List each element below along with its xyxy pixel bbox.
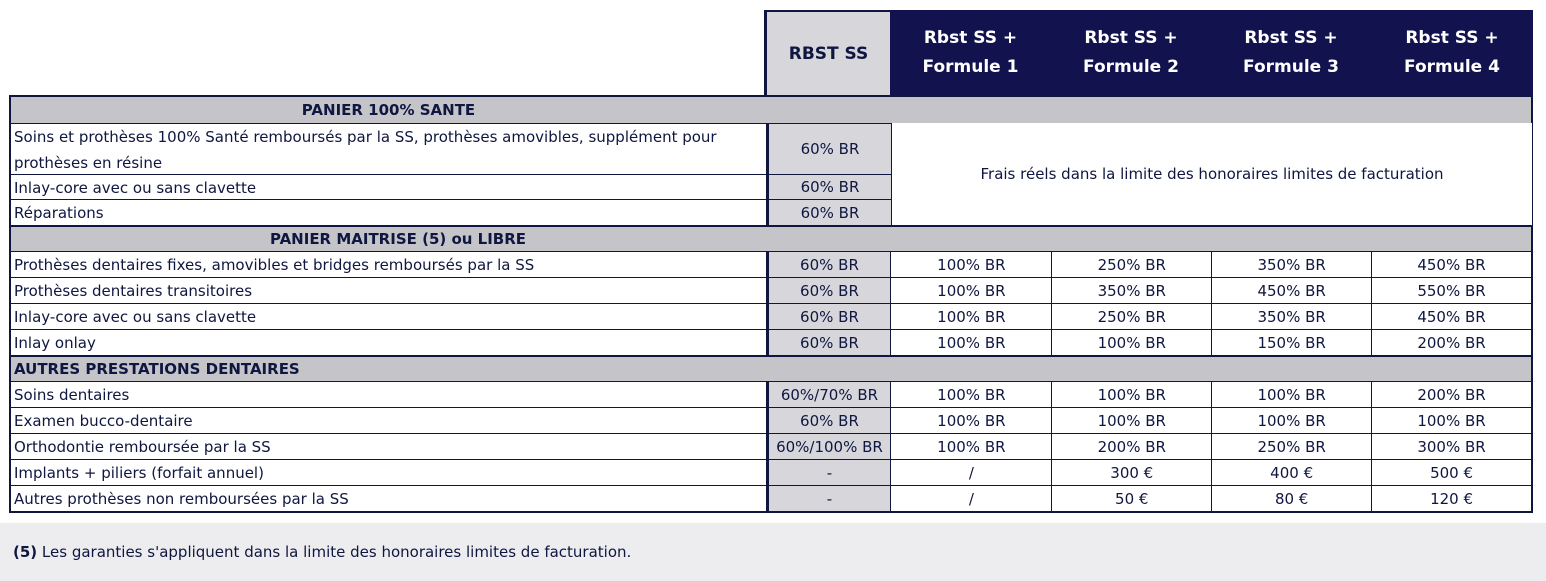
formule-4-cell: 200% BR (1417, 385, 1486, 404)
formule-3-cell: 100% BR (1212, 408, 1372, 433)
autres-rows (11, 381, 1531, 511)
table-row (11, 251, 1531, 277)
section-title: PANIER 100% SANTE (301, 101, 476, 119)
row-label: Soins dentaires (14, 386, 130, 404)
formule-4-cell: 450% BR (1417, 255, 1486, 274)
panier-100-block (11, 123, 1531, 225)
formule-2-cell: 250% BR (1052, 252, 1212, 277)
rbst-cell: 60% BR (766, 200, 892, 225)
rbst-cell: 60% BR (766, 124, 892, 174)
panier-maitrise-rows (11, 251, 1531, 355)
formule-1-cell: / (891, 460, 1052, 485)
footnote (13, 543, 631, 561)
formule-4-cell: 100% BR (1417, 411, 1486, 430)
header-formule-2: Rbst SS + Formule 2 (1051, 10, 1211, 95)
rbst-cell: - (766, 460, 892, 485)
formule-3-cell: 80 € (1212, 486, 1372, 511)
formule-1-cell: 100% BR (891, 252, 1052, 277)
row-label: Implants + piliers (forfait annuel) (14, 464, 264, 482)
row-label: Examen bucco-dentaire (14, 412, 193, 430)
table-row (11, 407, 1531, 433)
formule-1-cell: 100% BR (891, 434, 1052, 459)
table-row (11, 459, 1531, 485)
formule-1-cell: 100% BR (891, 408, 1052, 433)
rbst-cell: 60%/100% BR (766, 434, 892, 459)
section-title: AUTRES PRESTATIONS DENTAIRES (14, 360, 300, 378)
section-header-panier-100 (11, 95, 1531, 123)
formule-2-cell: 200% BR (1052, 434, 1212, 459)
row-label: Inlay-core avec ou sans clavette (14, 179, 257, 197)
formule-1-cell: / (891, 486, 1052, 511)
header-formule-3: Rbst SS + Formule 3 (1211, 10, 1371, 95)
formule-2-cell: 300 € (1052, 460, 1212, 485)
row-label: Inlay-core avec ou sans clavette (14, 308, 257, 326)
merged-frais-reels-cell: Frais réels dans la limite des honoraires limites de facturation (892, 123, 1532, 225)
rbst-cell: 60% BR (766, 330, 892, 355)
formule-4-cell: 500 € (1430, 463, 1474, 482)
rbst-cell: 60% BR (766, 175, 892, 199)
formule-4-cell: 300% BR (1417, 437, 1486, 456)
header-formule-4: Rbst SS + Formule 4 (1371, 10, 1533, 95)
header-formule-1: Rbst SS + Formule 1 (890, 10, 1051, 95)
formule-1-cell: 100% BR (891, 304, 1052, 329)
row-label: Autres prothèses non remboursées par la SS (14, 490, 349, 508)
row-label: Prothèses dentaires transitoires (14, 282, 253, 300)
row-label: Soins et prothèses 100% Santé remboursés par la SS, prothèses amovibles, supplément pour prothèses en résine (14, 128, 717, 172)
formule-3-cell: 150% BR (1212, 330, 1372, 355)
table-row (11, 277, 1531, 303)
formule-4-cell: 550% BR (1417, 281, 1486, 300)
row-label: Réparations (14, 204, 104, 222)
formule-3-cell: 350% BR (1212, 304, 1372, 329)
row-label: Prothèses dentaires fixes, amovibles et bridges remboursés par la SS (14, 256, 535, 274)
row-label: Orthodontie remboursée par la SS (14, 438, 271, 456)
formule-2-cell: 50 € (1052, 486, 1212, 511)
formule-2-cell: 100% BR (1052, 330, 1212, 355)
header-rbst-ss: RBST SS (764, 10, 890, 95)
formule-1-cell: 100% BR (891, 382, 1052, 407)
guarantee-table (9, 95, 1533, 513)
formule-2-cell: 350% BR (1052, 278, 1212, 303)
section-header-autres (11, 355, 1531, 381)
rbst-cell: 60% BR (766, 278, 892, 303)
rbst-cell: 60%/70% BR (766, 382, 892, 407)
section-title: PANIER MAITRISE (5) ou LIBRE (269, 230, 527, 248)
section-header-panier-maitrise (11, 225, 1531, 251)
formule-3-cell: 100% BR (1212, 382, 1372, 407)
table-row (11, 329, 1531, 355)
formule-3-cell: 250% BR (1212, 434, 1372, 459)
formule-4-cell: 120 € (1430, 489, 1474, 508)
formule-2-cell: 100% BR (1052, 408, 1212, 433)
formule-3-cell: 450% BR (1212, 278, 1372, 303)
row-label: Inlay onlay (14, 334, 96, 352)
rbst-cell: 60% BR (766, 408, 892, 433)
formule-3-cell: 350% BR (1212, 252, 1372, 277)
rbst-cell: - (766, 486, 892, 511)
formule-4-cell: 450% BR (1417, 307, 1486, 326)
rbst-cell: 60% BR (766, 252, 892, 277)
table-row (11, 433, 1531, 459)
formule-4-cell: 200% BR (1417, 333, 1486, 352)
table-row (11, 303, 1531, 329)
table-row (11, 485, 1531, 511)
formule-1-cell: 100% BR (891, 278, 1052, 303)
formule-2-cell: 250% BR (1052, 304, 1212, 329)
formule-2-cell: 100% BR (1052, 382, 1212, 407)
table-row (11, 381, 1531, 407)
footnote-text: Les garanties s'appliquent dans la limite des honoraires limites de facturation. (37, 543, 632, 561)
footnote-marker: (5) (13, 543, 38, 561)
formule-3-cell: 400 € (1212, 460, 1372, 485)
formule-1-cell: 100% BR (891, 330, 1052, 355)
rbst-cell: 60% BR (766, 304, 892, 329)
